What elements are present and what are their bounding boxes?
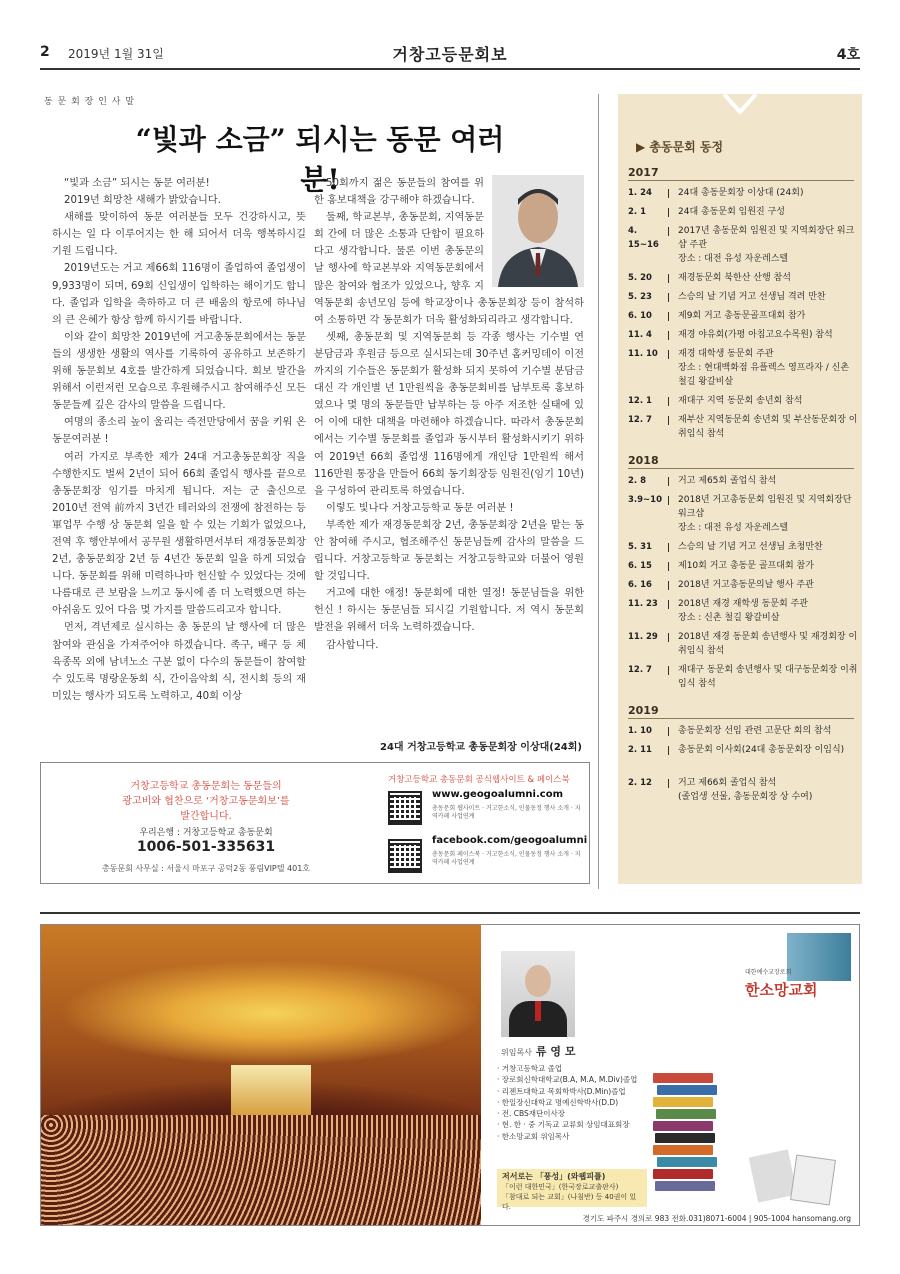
pastor-role: 위임목사 [501,1048,532,1057]
sponsor-line: 발간합니다. [180,811,232,822]
event-text: 2018년 재경 동문회 송년행사 및 재경회장 이취임식 참석 [678,632,858,656]
section-label: 동 문 회 장 인 사 말 [44,97,136,107]
event-date: 12. 7 [628,665,652,675]
event-divider [668,189,669,198]
event-date: 12. 1 [628,396,652,406]
pastor-photo [501,951,575,1037]
bio-item: · 전. CBS재단이사장 [497,1109,566,1119]
event-divider [668,633,669,642]
article-headline: “빛과 소금” 되시는 동문 여러분! [135,123,505,196]
pastor-tie [535,1001,541,1021]
event-date: 6. 15 [628,561,652,571]
pastor-face [525,965,551,997]
event-text: 거고 제66회 졸업식 참석 [678,778,777,788]
header-rule [40,68,860,70]
church-logo [741,933,851,1013]
event-date: 11. 29 [628,632,658,642]
event-divider [668,208,669,217]
newspaper-name: 거창고등문회보 [392,45,508,64]
stage-lights [231,1065,311,1115]
event-detail: 장소 : 대전 유성 자운레스텔 [678,523,789,533]
chevron-down-icon [722,94,758,114]
event-date: 5. 31 [628,542,652,552]
article-paragraph: 여러 가지로 부족한 제가 24대 거고총동문회장 직을 수행한지도 벌써 2년이 되어 66회 졸업식 행사를 끝으로 총동문회장 임기를 마치게 됩니다. 저는 군 출신으로 2010년 전역 前까지 3년간 테러와의 전쟁에 참전하는 등 軍업무 수행 상 동문회 일을 할 수 있는 기회가 없었으나, 전역 후 행안부에서 공무원 생활하면서부터 재경동문회장 2년, 총동문회장 2년 등 4년간 동문회 일을 하게 되었습니다. 동문회를 위해 미력하나마 헌신할 수 있었다는 것에 나름대로 큰 보람을 느끼고 동시에 좀 더 노력했으면 하는 아쉬움도 있어 다음 몇 가지를 말씀드리고자 합니다. [52,451,306,617]
event-text: 24대 총동문회 임원진 구성 [678,207,785,217]
article-paragraph: 이와 같이 희망찬 2019년에 거고총동문회에서는 동문들의 생생한 생활의 역사를 기록하여 공유하고 보존하기 위해 동문회보 4호를 발간하게 되었습니다. 회보 발간을 위해서 이런저런 모습으로 후원해주시고 참여해주신 모든 동문들께 깊은 감사의 말씀을 드립니다. [52,331,306,412]
facebook-desc: 총동문회 페이스북 · 거고한소식, 인물동정 행사 소개 · 지역카페 사업연계 [432,851,581,866]
event-text: 재경동문회 북한산 산행 참석 [678,273,791,283]
qr-code-icon[interactable] [388,791,422,825]
article-paragraph: 새해를 맞이하여 동문 여러분들 모두 건강하시고, 뜻 하시는 일 다 이루어지는 한 해 되어서 더욱 행복하시길 기원 드립니다. [52,212,306,258]
article-column-1 [52,175,306,773]
event-date: 5. 20 [628,273,652,283]
event-date: 5. 23 [628,292,652,302]
event-text: 제9회 거고 총동문골프대회 참가 [678,311,806,321]
article-paragraph: 감사합니다. [326,639,379,651]
event-date: 2. 12 [628,778,652,788]
year-heading: 2018 [628,454,854,469]
website-desc: 총동문회 웹사이트 · 거고한소식, 인물동정 행사 소개 · 지역카페 사업연계 [432,805,581,820]
event-date: 11. 4 [628,330,652,340]
church-name: 한소망교회 [745,981,818,999]
event-text: 총동문회장 선임 관련 고문단 회의 참석 [678,726,832,736]
event-date: 6. 10 [628,311,652,321]
event-divider [668,496,669,505]
event-detail: 장소 : 현대백화점 유플렉스 영프라자 / 신촌 철길 왕갈비살 [678,363,850,387]
article-paragraph: “빛과 소금” 되시는 동문 여러분! [64,178,210,189]
event-detail: 장소 : 신촌 철길 왕갈비살 [678,613,780,623]
event-text: 재경 대학생 동문회 주관 [678,349,774,359]
bio-item: · 거창고등학교 졸업 [497,1064,563,1073]
qr-code-icon[interactable] [388,839,422,873]
sponsor-info [41,763,371,883]
event-date: 2. 1 [628,207,647,217]
event-divider [668,416,669,425]
event-divider [668,543,669,552]
event-date: 1. 10 [628,726,652,736]
congregation [41,1115,481,1225]
event-divider [668,350,669,359]
year-heading: 2017 [628,166,854,181]
event-text: 재대구 지역 동문회 송년회 참석 [678,396,803,406]
books-stack [653,1073,853,1203]
online-links-title: 거창고등학교 총동문회 공식웹사이트 & 페이스북 [388,775,570,785]
books-line: 「이런 대한민국」(한국장로교출판사) [502,1183,619,1191]
bio-item: · 현. 한 · 중 기독교 교류회 상임대표회장 [497,1120,630,1130]
event-divider [668,779,669,788]
article-paragraph: 이렇도 빛나다 거창고등학교 동문 여러분 ! [326,502,514,514]
event-date: 2. 8 [628,476,647,486]
event-divider [668,562,669,571]
books-line: 「참대로 되는 교회」(나침반) 등 40권이 있다. [502,1193,637,1211]
event-date: 11. 10 [628,349,658,359]
event-date: 2. 11 [628,745,652,755]
event-divider [668,581,669,590]
article-paragraph: 2019년 희망찬 새해가 밝았습니다. [64,195,221,207]
event-text: 제10회 거고 총동문 골프대회 참가 [678,561,814,571]
event-divider [668,274,669,283]
issue-number: 4호 [836,47,860,63]
event-text: 2017년 총동문회 임원진 및 지역회장단 워크샵 주관 [678,226,855,250]
event-text: 거고 제65회 졸업식 참석 [678,476,777,486]
article-paragraph: 먼저, 격년제로 실시하는 총 동문의 날 행사에 더 많은 참여와 관심을 가져주어야 하겠습니다. 족구, 배구 등 체육종목 외에 남녀노소 구분 없이 다수의 동문들이 참여할 수 있도록 명랑운동회 식, 간이음악회 식, 전시회 등의 재미있는 행사가 되도록 노력하고, 40회 이상 [52,622,306,702]
bank-account: 1006-501-335631 [136,839,276,855]
facebook-link[interactable]: facebook.com/geogoalumni [432,835,588,846]
event-divider [668,727,669,736]
office-address: 총동문회 사무실 : 서울시 마포구 공덕2동 풍림VIP텔 401호 [101,864,311,873]
article-paragraph: 거고에 대한 애정! 동문회에 대한 열정! 동문님들을 위한 헌신 ! 하시는 동문님들 되시길 기원합니다. 저 역시 동문회 발전을 위해서 더욱 노력하겠습니다. [314,588,584,634]
bio-item: · 장로회신학대학교(B.A, M.A, M.Div)졸업 [497,1075,638,1085]
bio-item: · 리젠트대학교 목회학박사(D.Min)졸업 [497,1086,626,1096]
event-divider [668,666,669,675]
event-divider [668,293,669,302]
church-advertisement [40,924,860,1226]
event-divider [668,227,669,236]
article-column-2 [314,175,584,765]
event-text: 24대 총동문회장 이상대 (24회) [678,188,804,198]
article-paragraph: 2019년도는 거고 제66회 116명이 졸업하여 졸업생이 9,933명이 되며, 69회 신입생이 입학하는 해이기도 합니다. 졸업과 입학을 축하하고 더 큰 배움의 항로에 하나님의 큰 은혜가 항상 함께 하시기를 바랍니다. [52,263,306,326]
article-paragraph: 둘째, 학교본부, 총동문회, 지역동문회 간에 더 많은 소통과 단합이 필요하다고 생각합니다. 물론 이번 총동문의 날 행사에 학교본부와 지역동문회에서 많은 참여와 협조가 있었으나, 향후 지역동문회 송년모임 등에 학교장이나 총동문회장 등이 참석하여 소통하면 각 동문회가 더욱 활성화되리라고 생각합니다. [314,212,584,326]
church-contact: 경기도 파주시 경의로 983 전화.031)8071-6004 | 905-1004 hansomang.org [582,1214,851,1223]
issue-date: 2019년 1월 31일 [68,47,164,61]
event-date: 1. 24 [628,188,652,198]
event-divider [668,600,669,609]
sponsor-message [41,779,371,824]
alumni-news-sidebar [618,94,862,884]
article-paragraph: 부족한 제가 재경동문회장 2년, 총동문회장 2년을 맡는 동안 참여해 주시고, 협조해주신 동문님들께 감사의 말씀을 드립니다. 거창고등학교 동문회는 거창고등학교와 더불어 영원할 것입니다. [314,519,584,583]
event-text: 2018년 재경 재학생 동문회 주관 [678,599,808,609]
page-header [40,40,860,68]
pastor-name: 류 영 모 [535,1045,576,1058]
page-number: 2 [40,44,50,60]
event-divider [668,312,669,321]
event-divider [668,746,669,755]
year-heading: 2019 [628,704,854,719]
article-signature: 24대 거창고등학교 총동문회장 이상대(24회) [380,742,582,753]
event-text: 2018년 거고총동문의날 행사 주관 [678,580,814,590]
church-denomination: 대한예수교장로회 [745,969,792,976]
event-detail: 장소 : 대전 유성 자운레스텔 [678,254,789,264]
bio-item: · 한소망교회 위임목사 [497,1131,570,1141]
sidebar-title: ▶ 총동문회 동정 [636,140,724,154]
event-date: 4. 15~16 [628,226,659,250]
article-paragraph: 여명의 종소리 높이 울리는 즉전만당에서 꿈을 키워 온 동문여러분 ! [52,417,306,446]
event-date: 6. 16 [628,580,652,590]
online-links [376,763,590,883]
event-text: 2018년 거고총동문회 임원진 및 지역회장단 워크샵 [678,495,852,519]
books-info [497,1169,647,1211]
event-text: 총동문회 이사회(24대 총동문회장 이임식) [678,745,845,755]
event-divider [668,331,669,340]
sponsor-line: 거창고등학교 총동문회는 동문들의 [130,781,282,792]
event-text: 재경 야유회(가평 아침고요수목원) 참석 [678,330,833,340]
event-date: 12. 7 [628,415,652,425]
author-photo [492,175,584,287]
church-building-icon [787,933,851,981]
event-detail: (졸업생 선물, 총동문회장 상 수여) [678,792,813,802]
article-paragraph: 셋째, 총동문회 및 지역동문회 등 각종 행사는 기수별 연 분담금과 후원금 등으로 실시되는데 30주년 홈커밍데이 이전까지의 기수들은 동문회가 활성화 되지 못하여 기수별 분담금 대신 각 개인별 년 1만원씩을 총동문회비를 납부토록 홍보하였으나 몇 명의 동문들만 납부하는 등 아주 저조한 실태에 있어 이에 대한 대책을 마련해야 하겠습니다. 따라서 총동문회에서는 기수별 동문회를 졸업과 동시부터 활성화시키기 위하여 2019년 66회 졸업생 116명에게 개인당 1만원씩 해서 116만원 통장을 만들어 66회 동기회장등 임원진(임기 10년)을 구성하여 관리토록 하였습니다. [314,331,584,497]
bio-item: · 한일장신대학교 명예신학박사(D.D) [497,1097,619,1107]
pastor-title [501,1043,575,1059]
event-text: 재부산 지역동문회 송년회 및 부산동문회장 이취임식 참석 [678,415,858,439]
event-date: 3.9~10 [628,495,663,505]
sponsor-line: 광고비와 협찬으로 ‘거창고동문회보’를 [122,796,290,807]
column-divider [598,94,599,889]
event-date: 11. 23 [628,599,658,609]
page-rule [40,912,860,914]
website-link[interactable]: www.geogoalumni.com [432,789,563,800]
event-divider [668,397,669,406]
article-paragraph: 50회까지 젊은 동문들의 참여를 위한 홍보대책을 강구해야 하겠습니다. [314,178,484,207]
bank-name: 우리은행 : 거창고등학교 총동문회 [139,828,273,838]
event-divider [668,477,669,486]
event-text: 재대구 동문회 송년행사 및 대구동문회장 이취임식 참석 [678,665,858,689]
alumni-info-box [40,762,590,884]
church-worship-photo [41,925,481,1225]
books-title: 저서로는 「풍성」(와웹피플) [502,1172,606,1181]
event-text: 스승의 날 기념 거고 선생님 초청만찬 [678,542,823,552]
event-text: 스승의 날 기념 거고 선생님 격려 만찬 [678,292,826,302]
